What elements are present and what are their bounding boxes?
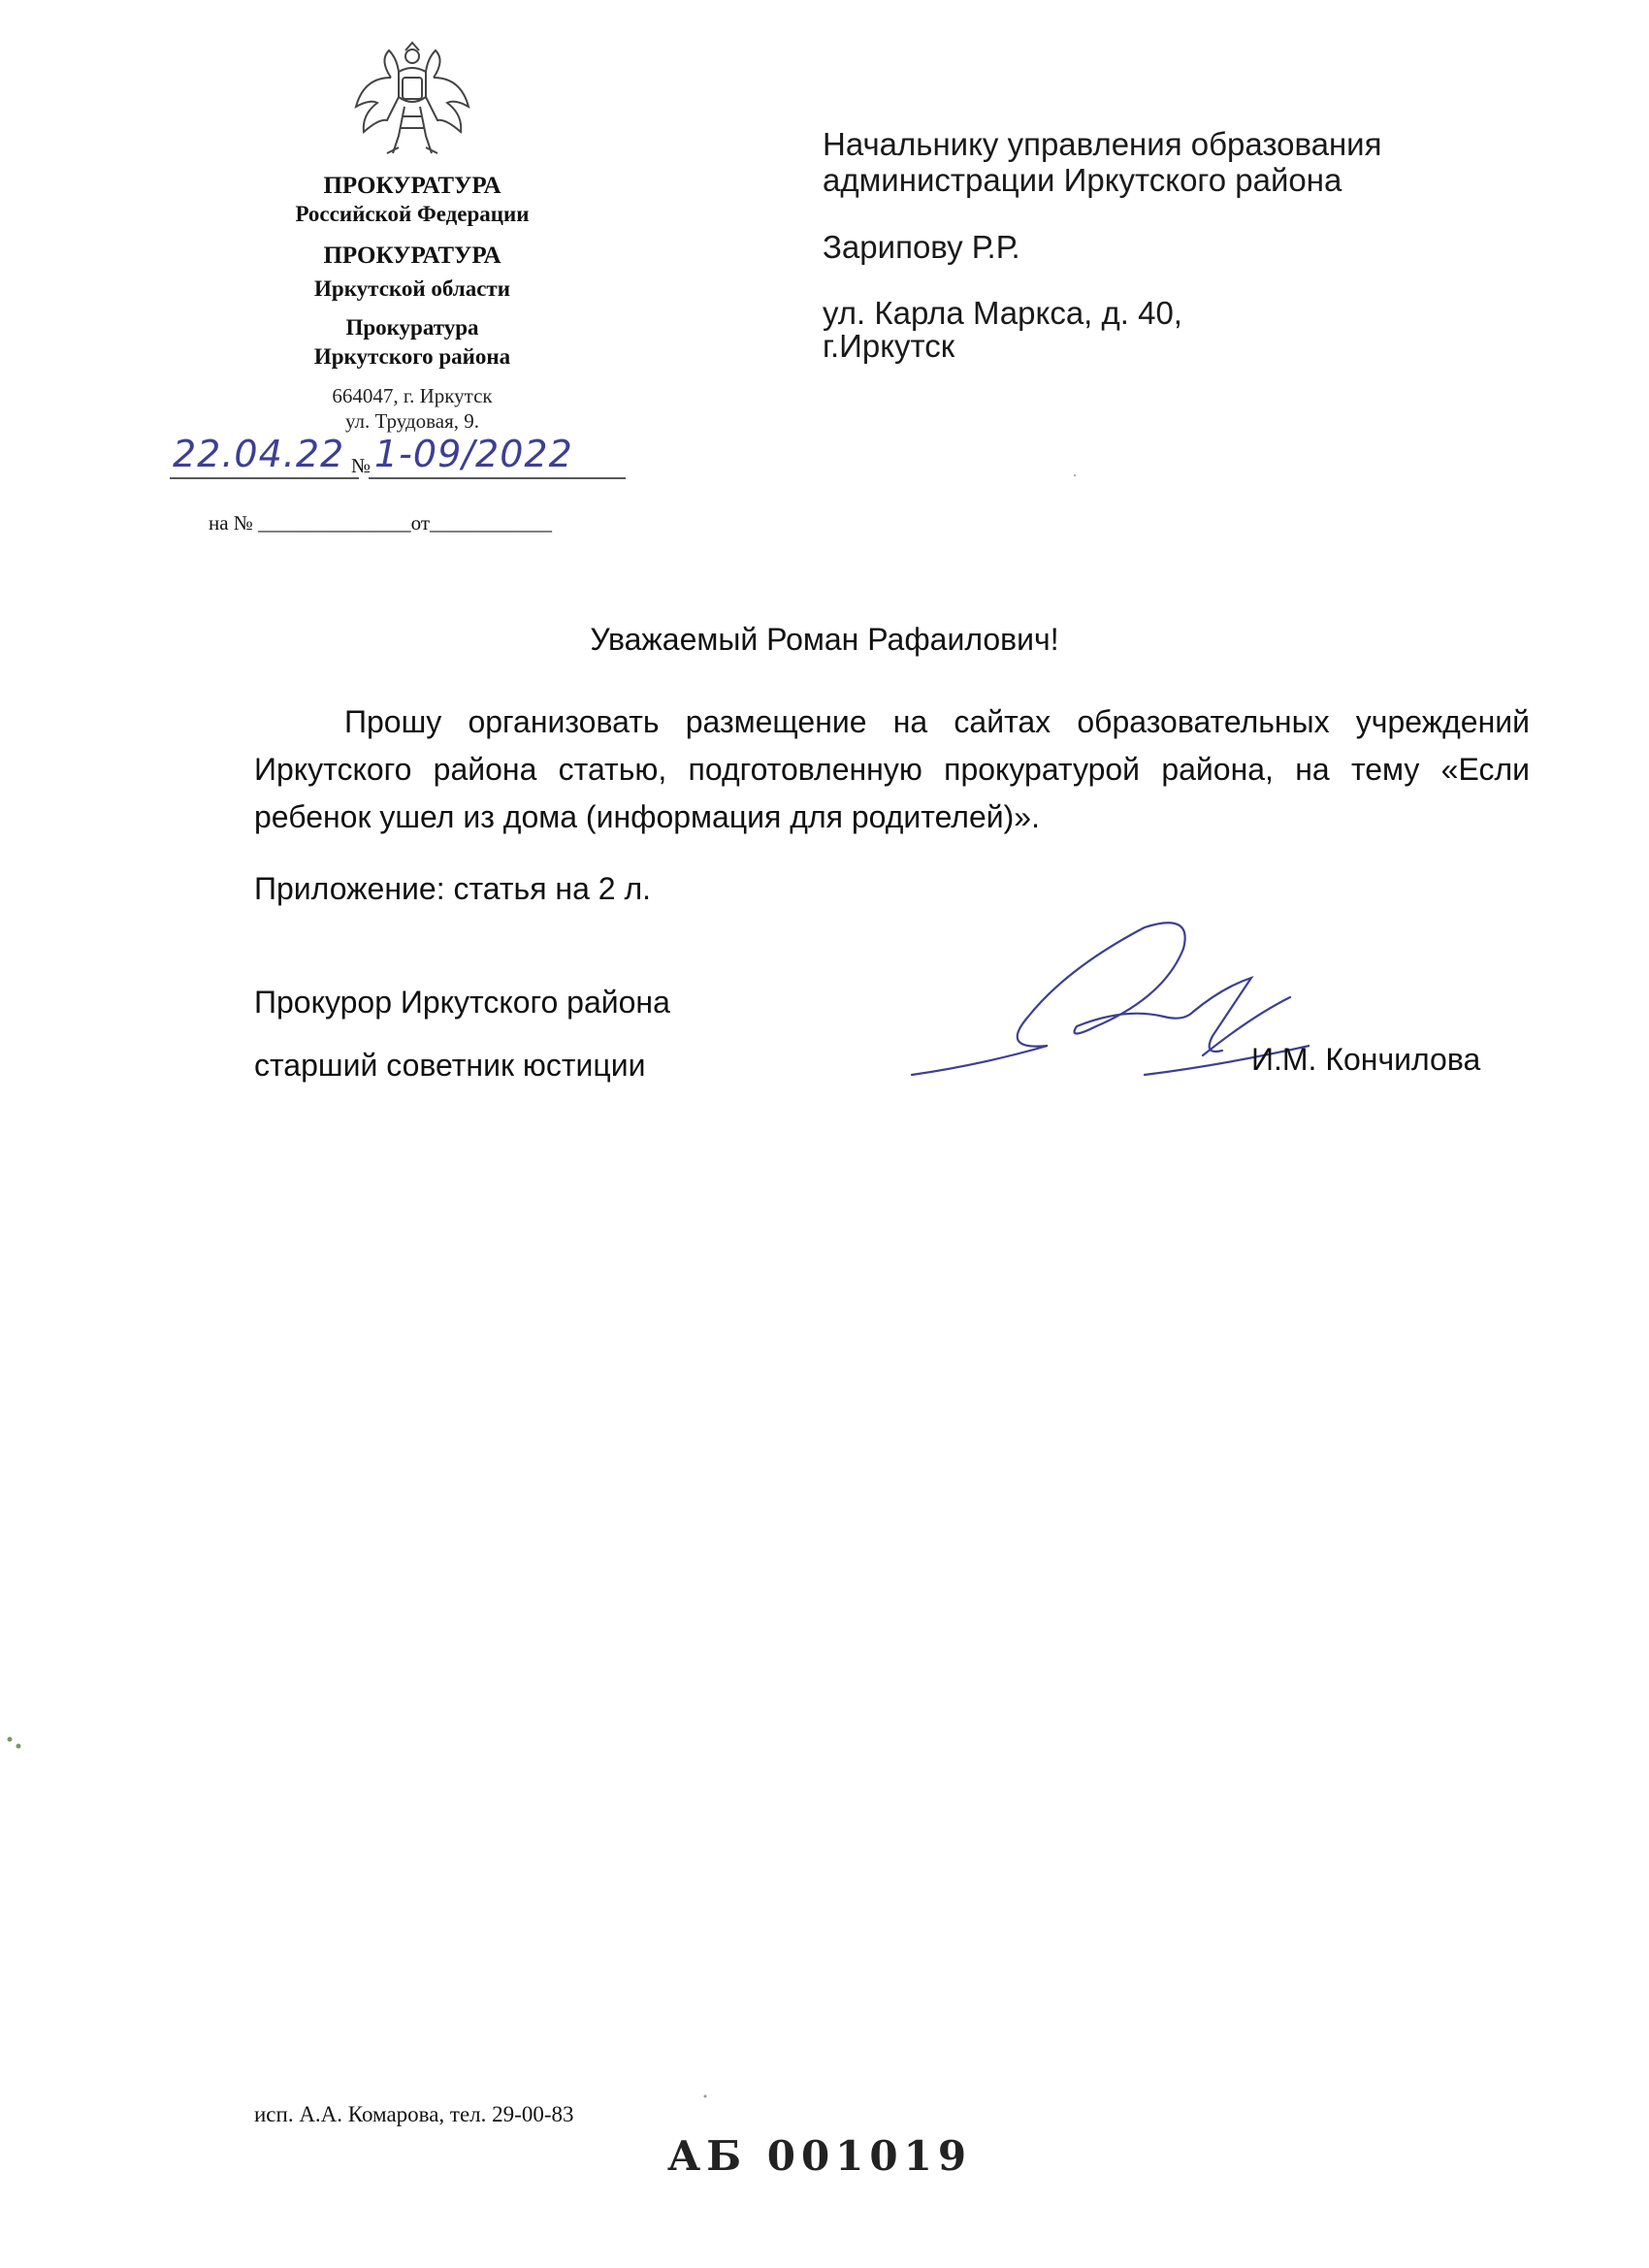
signer-position-line1: Прокурор Иркутского района xyxy=(254,985,670,1020)
org-title-3: Прокуратура xyxy=(345,315,479,340)
addressee-title-line2: администрации Иркутского района xyxy=(823,162,1342,198)
attachment-note: Приложение: статья на 2 л. xyxy=(254,871,652,906)
executor-line: исп. А.А. Комарова, тел. 29-00-83 xyxy=(254,2102,574,2126)
org-title-2: ПРОКУРАТУРА xyxy=(323,243,501,269)
org-subtitle-1: Российской Федерации xyxy=(295,202,530,226)
org-title-1: ПРОКУРАТУРА xyxy=(323,173,501,199)
registration-number-sign: № xyxy=(351,454,372,477)
addressee-city: г.Иркутск xyxy=(823,328,955,364)
letter-body: Прошу организовать размещение на сайтах образовательных учреждений Иркутского района статью, подготовленную прокуратурой района, на тему «Если ребенок ушел из дома (информация для родителей)». xyxy=(254,704,1530,834)
coat-of-arms-emblem xyxy=(344,39,480,175)
salutation: Уважаемый Роман Рафаилович! xyxy=(590,622,1059,657)
reference-line: на № _______________от____________ xyxy=(209,511,552,535)
org-subtitle-3: Иркутского района xyxy=(313,344,511,369)
addressee-title-line1: Начальнику управления образования xyxy=(823,126,1382,162)
signer-position-line2: старший советник юстиции xyxy=(254,1048,646,1083)
org-address-line1: 664047, г. Иркутск xyxy=(332,384,493,407)
registration-number: 1-09/2022 xyxy=(374,433,573,475)
org-subtitle-2: Иркутской области xyxy=(314,276,510,301)
handwritten-signature xyxy=(902,920,1310,1094)
addressee-name: Зарипову Р.Р. xyxy=(823,229,1020,265)
form-serial-number: АБ 001019 xyxy=(667,2132,973,2180)
addressee-street: ул. Карла Маркса, д. 40, xyxy=(823,295,1182,331)
registration-date: 22.04.22 xyxy=(173,433,345,475)
org-address-line2: ул. Трудовая, 9. xyxy=(344,409,480,433)
signer-name: И.М. Кончилова xyxy=(1251,1042,1481,1077)
